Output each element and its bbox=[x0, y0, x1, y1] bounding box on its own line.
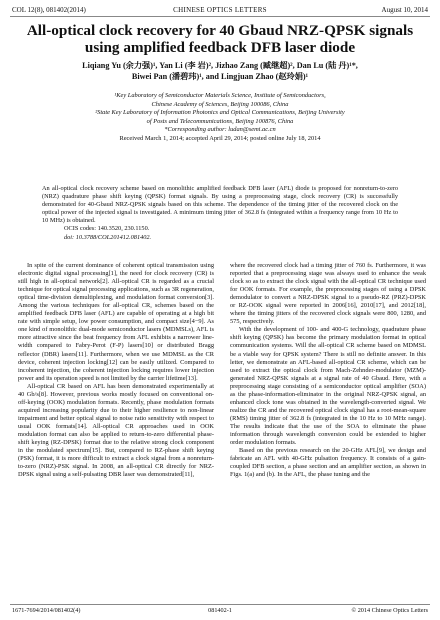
journal-citation: COL 12(8), 081402(2014) bbox=[12, 6, 86, 14]
ocis-codes: OCIS codes: 140.3520, 230.1150. bbox=[64, 225, 150, 233]
issue-date: August 10, 2014 bbox=[381, 6, 428, 14]
affiliation-2-line-2: of Posts and Telecommunications, Beijing 100876, China bbox=[146, 117, 294, 125]
body-column-left bbox=[18, 262, 214, 479]
copyright: © 2014 Chinese Optics Letters bbox=[351, 607, 428, 614]
received-dates: Received March 1, 2014; accepted April 29, 2014; posted online July 18, 2014 bbox=[119, 134, 321, 142]
author-line-2: Biwei Pan (潘碧玮)¹, and Lingjuan Zhao (赵玲娟)¹ bbox=[131, 71, 309, 81]
paragraph: where the recovered clock had a timing jitter of 760 fs. Furthermore, it was reported that a preprocessing stage was always used to enhance the weak clock so as to extract the clock signal with the all-optical CR technique used for OOK formats. For example, the preprocessing stages of using a DPSK demodulator to convert a NRZ-DPSK signal to a pseudo-RZ (PRZ)-DPSK or RZ-OOK signal were reported in 2006[16], 2010[17], and 2012[18], where the timing jitters of the recovered clock signals were 800, 1280, and 575, respectively. bbox=[230, 262, 426, 326]
paragraph: Based on the previous research on the 20-GHz AFL[9], we design and fabricate an AFL with 40-GHz pulsation frequency. It consists of a gain-coupled DFB section, a phase section and an amplifier section, as shown in Figs. 1(a) and (b). In the AFL, the phase tuning and the bbox=[230, 447, 426, 479]
corresponding-author: *Corresponding author: ludan@semi.ac.cn bbox=[164, 126, 276, 133]
author-list bbox=[30, 61, 410, 82]
author-line-1: Liqiang Yu (余力强)¹, Yan Li (李 岩)², Jizhao Zang (臧继超)², Dan Lu (陆 丹)¹*, bbox=[82, 61, 358, 70]
running-footer bbox=[10, 604, 430, 615]
paragraph: All-optical CR based on AFL has been demonstrated experimentally at 40 Gb/s[8]. However, previous works mostly focused on conventional on-off-keying (OOK) modulation formats. Recently, phase modulation formats acquired increasing popularity due to their higher resilience to non-linear impairment and better optical signal to noise ratio sensitivity with respect to usual OOK formats[14]. All-optical CR approaches used in OOK modulation format can also be applied to return-to-zero differential phase-shift keying (RZ-DPSK) format due to the relative strong clock component in the modulated spectrum[15]. But, compared to RZ-phase shift keying (PSK) format, it is more difficult to extract a clock signal from a nonreturn-to-zero (NRZ)-PSK signal. In 2008, an all-optical CR directly for NRZ-DPSK signal using a self-pulsating DBR laser was demonstrated[11], bbox=[18, 382, 214, 479]
paper-title: All-optical clock recovery for 40 Gbaud NRZ-QPSK signals using amplified feedback DFB laser diode bbox=[26, 22, 414, 56]
affiliation-2-line-1: ²State Key Laboratory of Information Photonics and Optical Communications, Beijing University bbox=[95, 109, 345, 116]
running-header bbox=[10, 4, 430, 17]
page-number: 081402-1 bbox=[208, 607, 232, 614]
affiliations bbox=[30, 92, 410, 143]
issn: 1671-7694/2014/081402(4) bbox=[12, 607, 81, 614]
abstract-text: An all-optical clock recovery scheme based on monolithic amplified feedback DFB laser (AFL) diode is proposed for nonreturn-to-zero (NRZ) quadrature phase shift keying (QPSK) format signals. By using a preprocessing stage, clock recovery (CR) is successfully demonstrated for 40-Gbaud NRZ-QPSK signals based on this scheme. The dependence of the timing jitter of the recovered clock on the optical power of the injected signal is investigated. A minimum timing jitter of 362.8 fs (integrated within a frequency range from 10 Hz to 10 MHz) is obtained. bbox=[42, 185, 398, 225]
doi: doi: 10.3788/COL201412.081402. bbox=[64, 233, 152, 241]
paragraph: In spite of the current dominance of coherent optical transmission using electronic digital signal processing[1], the need for clock recovery (CR) is still high in all-optical network[2]. All-optical CR is regarded as a crucial technique for optical signal processing applications, such as 3R regeneration, optical time-division demultiplexing, and modulation format conversion[3]. Among the various techniques for all-optical CR, schemes based on the amplified feedback DFB laser (AFL) are capable of operating at a high bit rate with simple setup, low power consumption, and compact size[4−9]. As one kind of monolithic dual-mode semiconductor lasers (MDMSLs), AFL is more attractive since the beat frequency from AFL exhibits a narrower line-width compared to Fabry-Perot (F-P) lasers[10] or distributed Bragg reflector (DBR) lasers[11]. Furthermore, when we use MDMSL as the CR device, coherent injection locking[12] can be easily utilized. Compared to incoherent injection, the coherent injection locking requires lower injection power and its operation speed is not limited by the carrier lifetime[13]. bbox=[18, 262, 214, 382]
abstract bbox=[42, 185, 398, 242]
body-column-right bbox=[230, 262, 426, 479]
journal-name: CHINESE OPTICS LETTERS bbox=[173, 6, 267, 14]
paragraph: With the development of 100- and 400-G technology, quadrature phase shift keying (QPSK) has become the primary modulation format in optical communication systems. Will the all-optical CR scheme based on MDMSL be a viable way for QPSK system? There is still no definite answer. In this letter, we demonstrate an AFL-based all-optical CR scheme, which can be used to extract the optical clock from Mach-Zehnder-modulator (MZM)-generated NRZ-QPSK signals at a signal rate of 40 Gbaud. Here, with a preprocessing stage consisting of a semiconductor optical amplifier (SOA) as the phase-information-eliminator in the original NRZ-QPSK signal, an enhanced clock tone was obtained in the wavelength-converted signal. We realize the CR and the recovered optical clock signal has a root-mean-square (RMS) timing jitter of 362.8 fs (integrated in the 10 Hz to 10 MHz range). The results indicate that the use of the SOA to eliminate the phase information through wavelength conversion could be extended to higher order modulation formats. bbox=[230, 326, 426, 447]
affiliation-1-line-2: Chinese Academy of Sciences, Beijing 100086, China bbox=[151, 100, 289, 108]
affiliation-1-line-1: ¹Key Laboratory of Semiconductor Materials Science, Institute of Semiconductors, bbox=[114, 92, 326, 99]
